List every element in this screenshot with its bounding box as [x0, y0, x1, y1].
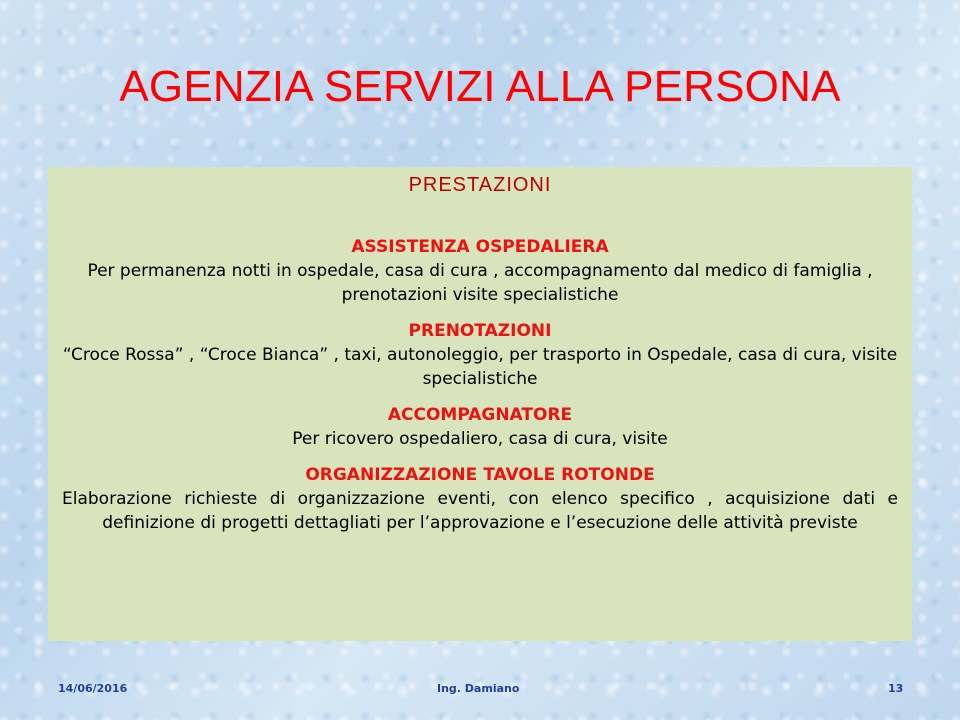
section-title-tavole-rotonde: ORGANIZZAZIONE TAVOLE ROTONDE: [305, 465, 655, 485]
footer-date: 14/06/2016: [58, 682, 128, 695]
section-body-tavole-rotonde: Elaborazione richieste di organizzazione eventi, con elenco specifico , acquisizione dati e definizione di progetti dettagliati per l’approvazione e l’esecuzione delle attività previste: [62, 489, 898, 533]
section-title-accompagnatore: ACCOMPAGNATORE: [387, 405, 573, 425]
footer-page-number: 13: [888, 682, 904, 695]
footer-author: Ing. Damiano: [437, 682, 520, 695]
section-body-assistenza: Per permanenza notti in ospedale, casa di cura , accompagnamento dal medico di famiglia , prenotazioni visite specialistiche: [87, 261, 873, 305]
box-heading: PRESTAZIONI: [408, 174, 552, 196]
section-title-prenotazioni: PRENOTAZIONI: [408, 321, 552, 341]
section-body-prenotazioni: “Croce Rossa” , “Croce Bianca” , taxi, autonoleggio, per trasporto in Ospedale, casa di cura, visite specialistiche: [62, 345, 898, 389]
slide-title: AGENZIA SERVIZI ALLA PERSONA: [119, 62, 841, 111]
section-title-assistenza: ASSISTENZA OSPEDALIERA: [351, 237, 609, 257]
content-box: [48, 167, 912, 641]
section-body-accompagnatore: Per ricovero ospedaliero, casa di cura, visite: [292, 429, 668, 449]
